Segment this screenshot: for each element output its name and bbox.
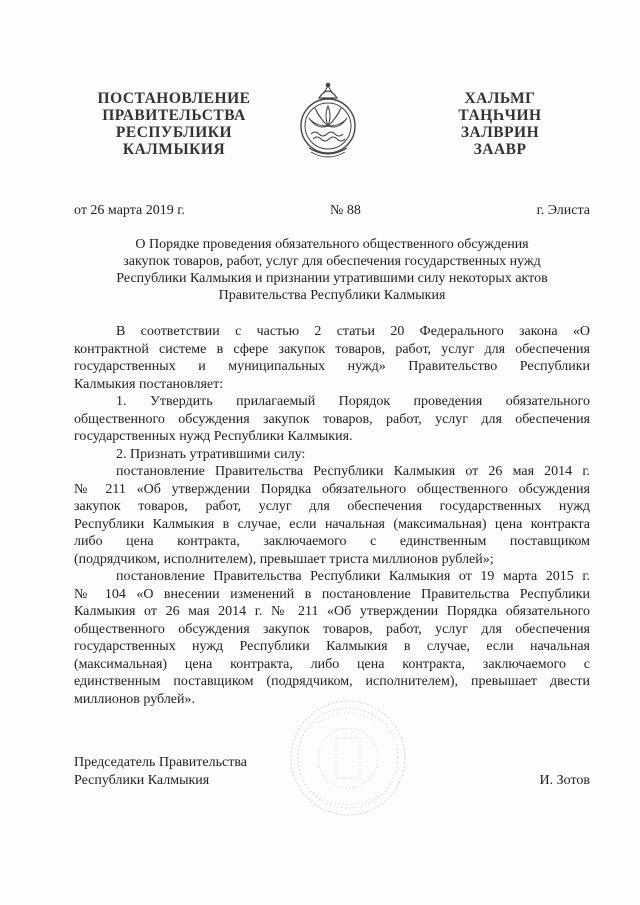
title-line: закупок товаров, работ, услуг для обеспечения государственных нужд bbox=[123, 254, 541, 269]
body-line: общественного обсуждения закупок товаров, работ, услуг для обеспечения bbox=[74, 411, 590, 427]
body-line: № 104 «О внесении изменений в постановление Правительства Республики bbox=[74, 586, 590, 602]
body-line: закупок товаров, работ, услуг для обеспечения государственных нужд bbox=[74, 499, 590, 514]
official-seal-stamp bbox=[288, 698, 408, 818]
body-line: В соответствии с частью 2 статьи 20 Федерального закона «О bbox=[116, 324, 590, 339]
body-line: постановление Правительства Республики Калмыкия от 19 марта 2015 г. bbox=[116, 569, 590, 584]
body-line: государственных нужд Республики Калмыкия. bbox=[74, 429, 353, 444]
position-line: Председатель Правительства bbox=[74, 755, 247, 770]
document-title bbox=[74, 236, 590, 304]
header-russian-line: КАЛМЫКИЯ bbox=[122, 141, 226, 158]
header-russian-line: ПОСТАНОВЛЕНИЕ bbox=[97, 90, 251, 107]
header-russian-line: РЕСПУБЛИКИ bbox=[115, 124, 233, 141]
header-kalmyk bbox=[410, 90, 590, 158]
body-line: общественного обсуждения закупок товаров, работ, услуг для обеспечения bbox=[74, 621, 590, 637]
body-line: миллионов рублей». bbox=[74, 691, 196, 707]
body-line: (подрядчиком, исполнителем), превышает триста миллионов рублей»; bbox=[74, 551, 494, 567]
header-kalmyk-line: ЗААВР bbox=[473, 141, 527, 158]
title-line: Республики Калмыкия и признании утратившими силу некоторых актов bbox=[116, 271, 548, 286]
body-line: государственных и муниципальных нужд» Правительство Республики bbox=[74, 359, 590, 374]
document-body bbox=[74, 323, 590, 708]
title-line: О Порядке проведения обязательного общественного обсуждения bbox=[135, 237, 529, 252]
body-line: контрактной системе в сфере закупок товаров, работ, услуг для обеспечения bbox=[74, 341, 590, 357]
body-line: государственных нужд Республики Калмыкия в случае, если начальная bbox=[74, 639, 590, 654]
header-russian bbox=[84, 90, 264, 158]
document-number: № 88 bbox=[330, 203, 361, 218]
coat-of-arms-emblem bbox=[297, 76, 359, 164]
header-kalmyk-line: ЗАЛВРИН bbox=[460, 124, 540, 141]
header-kalmyk-line: ХАЛЬМГ bbox=[464, 90, 536, 107]
body-line: Калмыкия от 26 мая 2014 г. № 211 «Об утверждении Порядка обязательного bbox=[74, 604, 590, 619]
body-line: Республики Калмыкия в случае, если начальная (максимальная) цена контракта bbox=[74, 516, 590, 532]
body-line: постановление Правительства Республики Калмыкия от 26 мая 2014 г. bbox=[116, 464, 590, 479]
header-kalmyk-line: ТАҢҺЧИН bbox=[458, 107, 542, 124]
body-line: единственным поставщиком (подрядчиком, исполнителем), превышает двести bbox=[74, 674, 590, 689]
body-line: Калмыкия постановляет: bbox=[74, 376, 224, 392]
body-line: № 211 «Об утверждении Порядка обязательного общественного обсуждения bbox=[74, 481, 590, 497]
body-line: 1. Утвердить прилагаемый Порядок проведения обязательного bbox=[116, 394, 590, 409]
position-line: Республики Калмыкия bbox=[74, 772, 210, 788]
title-line: Правительства Республики Калмыкия bbox=[218, 288, 446, 303]
body-line: 2. Признать утратившими силу: bbox=[116, 446, 306, 462]
signatory-position bbox=[74, 754, 247, 789]
signatory-name: И. Зотов bbox=[539, 772, 590, 788]
body-line: (максимальная) цена контракта, либо цена контракта, заключаемого с bbox=[74, 656, 590, 672]
header-russian-line: ПРАВИТЕЛЬСТВА bbox=[102, 107, 246, 124]
document-city: г. Элиста bbox=[536, 203, 590, 218]
body-line: либо цена контракта, заключаемого с единственным поставщиком bbox=[74, 534, 590, 549]
document-date: от 26 марта 2019 г. bbox=[74, 203, 185, 218]
document-meta bbox=[74, 203, 590, 221]
